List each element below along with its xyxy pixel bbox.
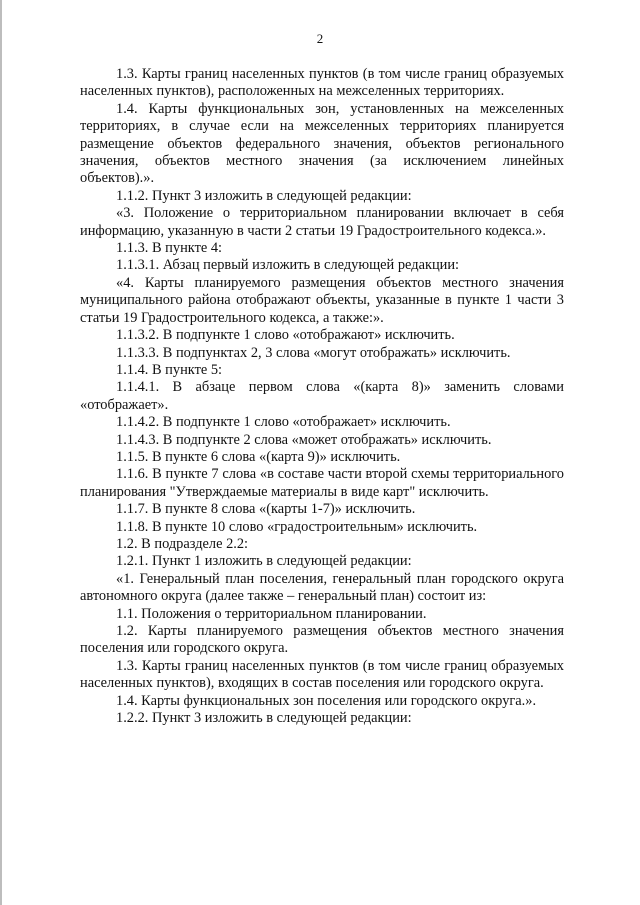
paragraph: 1.2. Карты планируемого размещения объектов местного значения поселения или городского округа.	[80, 623, 564, 657]
paragraph: 1.4. Карты функциональных зон, установленных на межселенных территориях, в случае если на межселенных территориях планируется размещение объектов федерального значения, объектов регионального значения, объектов местного значения (за исключением линейных объектов).».	[80, 100, 564, 187]
paragraph: 1.1.7. В пункте 8 слова «(карты 1-7)» исключить.	[116, 501, 416, 518]
page-number: 2	[316, 31, 324, 46]
paragraph: 1.1.4. В пункте 5:	[116, 361, 223, 378]
paragraph: 1.1.4.3. В подпункте 2 слова «может отображать» исключить.	[116, 431, 492, 448]
paragraph: 1.1.6. В пункте 7 слова «в составе части второй схемы территориального планирования "Утверждаемые материалы в виде карт" исключить.	[80, 466, 564, 500]
paragraph: 1.2. В подразделе 2.2:	[116, 535, 249, 552]
paragraph: «1. Генеральный план поселения, генеральный план городского округа автономного округа (далее также – генеральный план) состоит из:	[80, 570, 564, 605]
paragraph: 1.3. Карты границ населенных пунктов (в том числе границ образуемых населенных пунктов), расположенных на межселенных территориях.	[80, 66, 564, 100]
paragraph: 1.1.3. В пункте 4:	[116, 240, 223, 257]
paragraph: 1.1.3.3. В подпунктах 2, 3 слова «могут отображать» исключить.	[116, 344, 511, 361]
paragraph: 1.2.1. Пункт 1 изложить в следующей редакции:	[116, 553, 412, 570]
paragraph: 1.1.4.1. В абзаце первом слова «(карта 8)» заменить словами «отображает».	[80, 379, 564, 413]
paragraph: «4. Карты планируемого размещения объектов местного значения муниципального района отображают объекты, указанные в пункте 1 части 3 статьи 19 Градостроительного кодекса, а также:».	[80, 274, 564, 326]
paragraph: 1.1.5. В пункте 6 слова «(карта 9)» исключить.	[116, 448, 401, 465]
paragraph: 1.1.2. Пункт 3 изложить в следующей редакции:	[116, 187, 412, 204]
paragraph: 1.1. Положения о территориальном планировании.	[116, 605, 427, 622]
paragraph: «3. Положение о территориальном планировании включает в себя информацию, указанную в части 2 статьи 19 Градостроительного кодекса.».	[80, 205, 564, 239]
paragraph: 1.1.8. В пункте 10 слово «градостроительным» исключить.	[116, 518, 478, 535]
paragraph: 1.1.4.2. В подпункте 1 слово «отображает» исключить.	[116, 414, 451, 431]
paragraph: 1.1.3.1. Абзац первый изложить в следующей редакции:	[116, 257, 460, 274]
document-body	[80, 66, 564, 727]
paragraph: 1.4. Карты функциональных зон поселения или городского округа.».	[116, 692, 537, 709]
paragraph: 1.2.2. Пункт 3 изложить в следующей редакции:	[116, 710, 412, 727]
paragraph: 1.1.3.2. В подпункте 1 слово «отображают» исключить.	[116, 327, 455, 344]
paragraph: 1.3. Карты границ населенных пунктов (в том числе границ образуемых населенных пунктов), входящих в состав поселения или городского округа.	[80, 657, 564, 692]
